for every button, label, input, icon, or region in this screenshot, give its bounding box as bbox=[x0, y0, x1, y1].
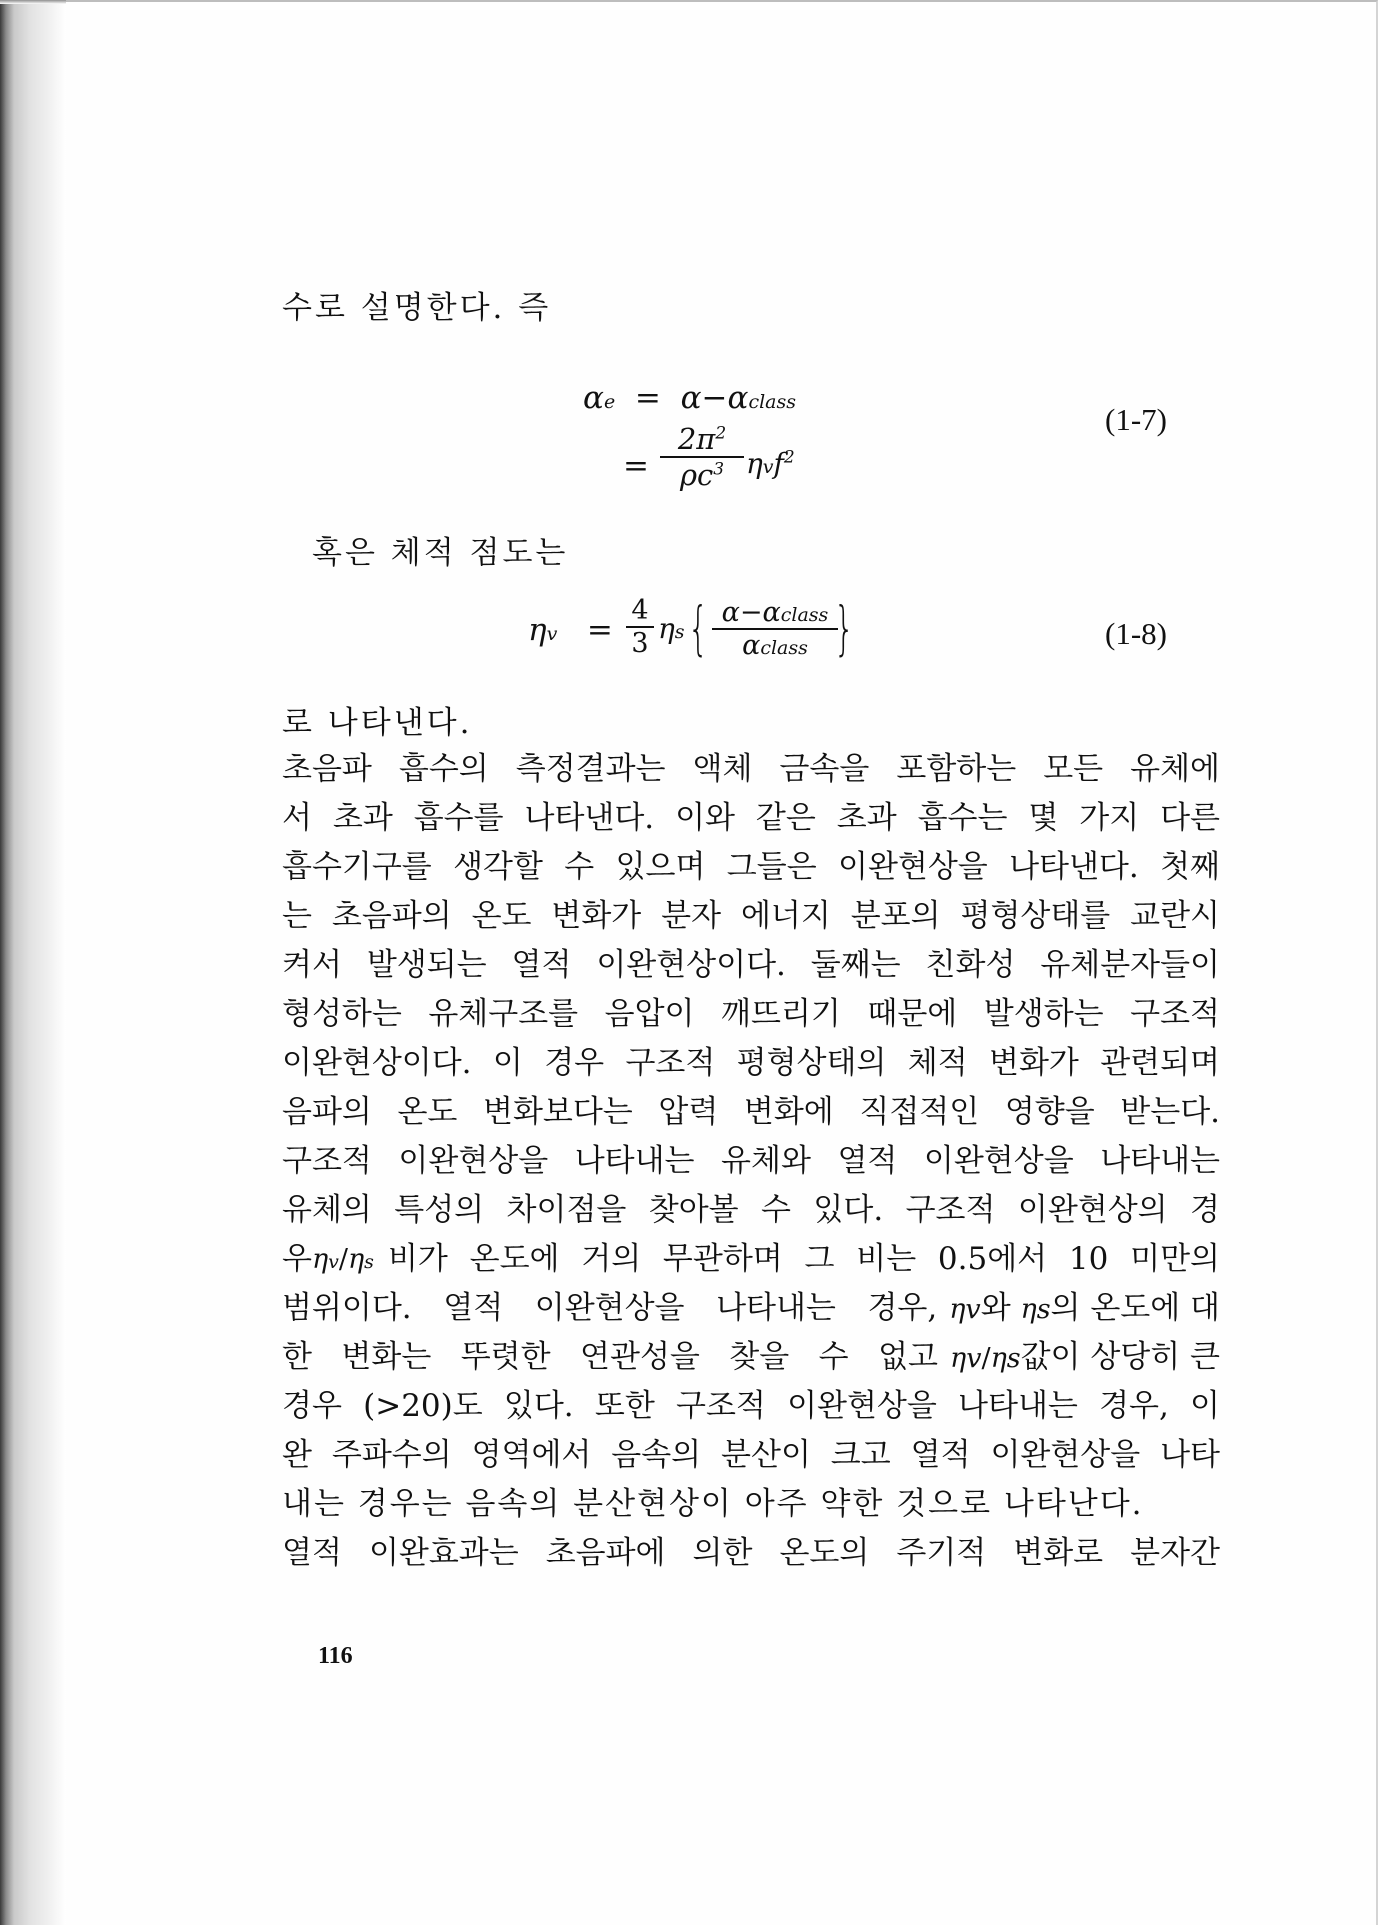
range-tail: ηv와 ηs의 온도에 대 bbox=[949, 1290, 1220, 1326]
paragraph-line: 유체의 특성의 차이점을 찾아볼 수 있다. 구조적 이완현상의 경 bbox=[282, 1192, 1220, 1228]
eq2-four-thirds: $\frac{4}{3}$ bbox=[626, 595, 654, 659]
eq2-eta-s: ηs bbox=[658, 612, 685, 645]
intro-line: 수로 설명한다. 즉 bbox=[282, 290, 552, 326]
after-equation-line: 로 나타낸다. bbox=[282, 705, 473, 741]
mid-line: 혹은 체적 점도는 bbox=[312, 535, 569, 571]
equation-number-1-8: (1-8) bbox=[1105, 616, 1167, 651]
paragraph-line-range: 범위이다. 열적 이완현상을 나타내는 경우, ηv와 ηs의 온도에 대 bbox=[282, 1284, 1220, 1334]
book-spine-shadow bbox=[0, 0, 66, 1925]
eq2-brace-close: } bbox=[834, 594, 855, 662]
eq1-line1: αe = α−αclass bbox=[583, 380, 797, 416]
paragraph-line: 서 초과 흡수를 나타낸다. 이와 같은 초과 흡수는 몇 가지 다른 bbox=[282, 800, 1220, 836]
paragraph-line: 형성하는 유체구조를 음압이 깨뜨리기 때문에 발생하는 구조적 bbox=[282, 996, 1220, 1032]
eq2-inner-fraction bbox=[712, 597, 838, 661]
paragraph-line-ratio: 우 ηv/ηs 비가 온도에 거의 무관하며 그 비는 0.5에서 10 미만의 bbox=[282, 1235, 1220, 1287]
paragraph-line: 이완현상이다. 이 경우 구조적 평형상태의 체적 변화가 관련되며 bbox=[282, 1045, 1220, 1081]
paragraph-line: 완 주파수의 영역에서 음속의 분산이 크고 열적 이완현상을 나타 bbox=[282, 1437, 1220, 1473]
paragraph-line: 흡수기구를 생각할 수 있으며 그들은 이완현상을 나타낸다. 첫째 bbox=[282, 849, 1220, 885]
eq1-fraction bbox=[660, 422, 744, 492]
paragraph-line: 는 초음파의 온도 변화가 분자 에너지 분포의 평형상태를 교란시 bbox=[282, 898, 1220, 934]
paragraph-2-line: 열적 이완효과는 초음파에 의한 온도의 주기적 변화로 분자간 bbox=[282, 1535, 1220, 1571]
eq1-equals-2: = bbox=[623, 448, 649, 484]
eq2-lhs: ηv = bbox=[528, 612, 613, 648]
paragraph-line-change: 한 변화는 뚜렷한 연관성을 찾을 수 없고 ηv/ηs값이 상당히 큰 bbox=[282, 1333, 1220, 1383]
eq2-inner-numerator: α−αclass bbox=[721, 597, 829, 628]
eq2-brace-open: { bbox=[688, 594, 709, 662]
paragraph-line: 켜서 발생되는 열적 이완현상이다. 둘째는 친화성 유체분자들이 bbox=[282, 947, 1220, 983]
paragraph-line: 음파의 온도 변화보다는 압력 변화에 직접적인 영향을 받는다. bbox=[282, 1094, 1220, 1130]
page-number: 116 bbox=[318, 1643, 353, 1669]
change-tail: ηv/ηs값이 상당히 큰 bbox=[950, 1339, 1220, 1375]
paragraph-line: 내는 경우는 음속의 분산현상이 아주 약한 것으로 나타난다. bbox=[282, 1486, 1144, 1522]
paragraph-line: 경우 (>20)도 있다. 또한 구조적 이완현상을 나타내는 경우, 이 bbox=[282, 1388, 1220, 1424]
eq1-tail: ηvf$^2$ bbox=[746, 447, 795, 480]
ratio-eta-v-eta-s: ηv/ηs bbox=[311, 1244, 374, 1275]
eq2-inner-denominator: αclass bbox=[712, 628, 838, 661]
eq1-numerator: $2\pi^2$ bbox=[677, 422, 727, 456]
eq1-denominator: $\rho c^3$ bbox=[660, 456, 744, 492]
paragraph-line: 구조적 이완현상을 나타내는 유체와 열적 이완현상을 나타내는 bbox=[282, 1143, 1220, 1179]
paragraph-line: 초음파 흡수의 측정결과는 액체 금속을 포함하는 모든 유체에 bbox=[282, 751, 1220, 787]
equation-number-1-7: (1-7) bbox=[1105, 402, 1167, 437]
